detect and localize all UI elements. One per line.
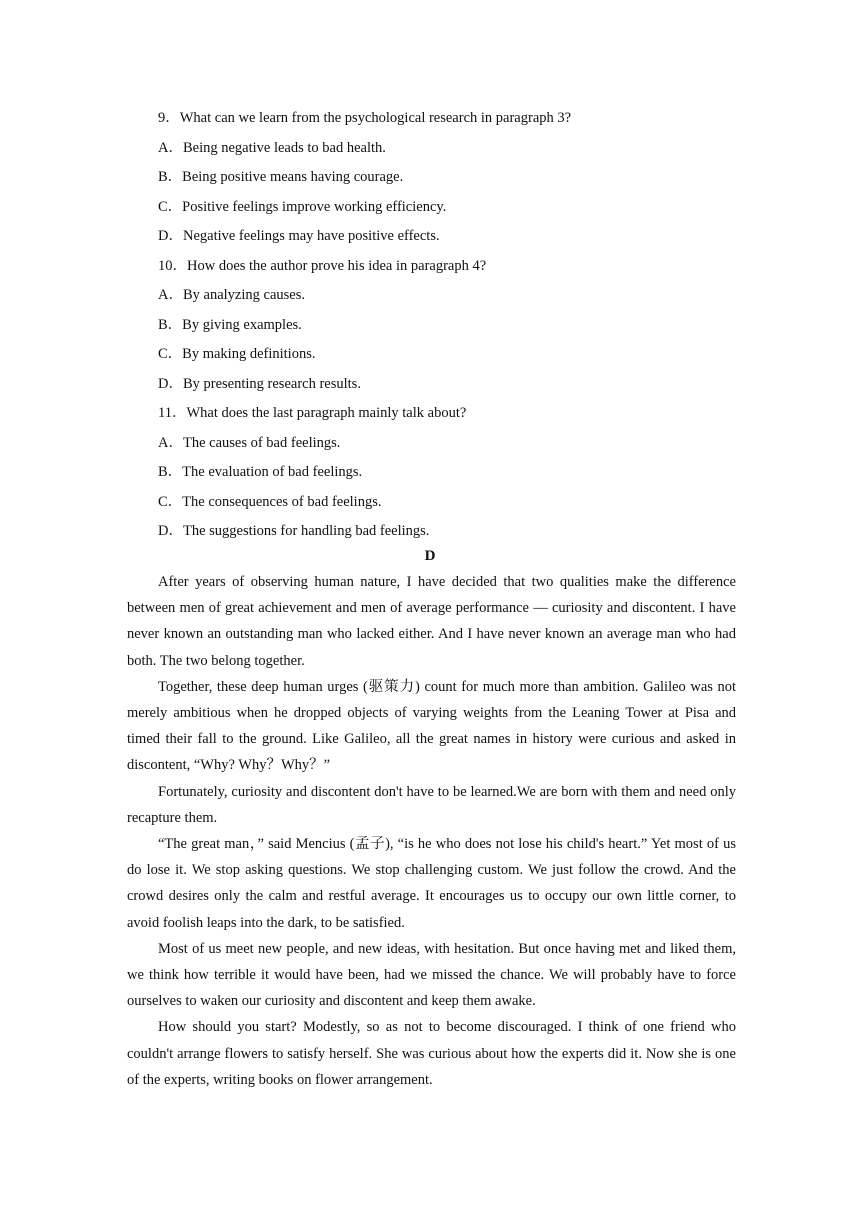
answer-option: A．Being negative leads to bad health. xyxy=(158,139,386,156)
reading-passage xyxy=(127,569,736,1093)
answer-option: D．The suggestions for handling bad feelings. xyxy=(158,523,430,539)
answer-option: A．The causes of bad feelings. xyxy=(158,434,341,451)
section-title: D xyxy=(424,548,436,564)
answer-option: B．Being positive means having courage. xyxy=(158,169,404,185)
answer-option: B．The evaluation of bad feelings. xyxy=(158,464,363,480)
passage-paragraph: “The great man，” said Mencius (孟子), “is he who does not lose his child's heart.” Yet most of us do lose it. We stop asking questions. We stop challenging custom. We just follow the crowd. And the crowd desires only the calm and restful average. It encourages us to occupy our own little corner, to avoid foolish leaps into the dark, to be satisfied. xyxy=(127,836,736,931)
answer-option: C．The consequences of bad feelings. xyxy=(158,493,382,510)
answer-option: C．Positive feelings improve working efficiency. xyxy=(158,198,447,215)
passage-paragraph: Most of us meet new people, and new ideas, with hesitation. But once having met and liked them, we think how terrible it would have been, had we missed the chance. We will probably have to force ourselves to waken our curiosity and discontent and keep them awake. xyxy=(127,940,736,1010)
answer-option: B．By giving examples. xyxy=(158,316,302,333)
answer-option: D．By presenting research results. xyxy=(158,375,361,392)
answer-option: A．By analyzing causes. xyxy=(158,287,305,303)
passage-paragraph: How should you start? Modestly, so as not to become discouraged. I think of one friend who couldn't arrange flowers to satisfy herself. She was curious about how the experts did it. Now she is one of the experts, writing books on flower arrangement. xyxy=(127,1019,736,1088)
question-stem: 10．How does the author prove his idea in paragraph 4? xyxy=(158,257,487,274)
question-stem: 9．What can we learn from the psychological research in paragraph 3? xyxy=(158,110,572,126)
question-list xyxy=(158,104,778,547)
passage-paragraph: Together, these deep human urges (驱策力) count for much more than ambition. Galileo was not merely ambitious when he dropped objects of varying weights from the Leaning Tower at Pisa and timed their fall to the ground. Like Galileo, all the great names in history were curious and asked in discontent, “Why? Why？Why？” xyxy=(127,678,736,774)
answer-option: D．Negative feelings may have positive effects. xyxy=(158,228,440,244)
passage-paragraph: Fortunately, curiosity and discontent don't have to be learned.We are born with them and need only recapture them. xyxy=(127,783,736,826)
answer-option: C．By making definitions. xyxy=(158,346,316,362)
passage-paragraph: After years of observing human nature, I have decided that two qualities make the difference between men of great achievement and men of average performance — curiosity and discontent. I have never known an outstanding man who lacked either. And I have never known an average man who had both. The two belong together. xyxy=(127,574,736,669)
question-stem: 11．What does the last paragraph mainly talk about? xyxy=(158,405,467,421)
